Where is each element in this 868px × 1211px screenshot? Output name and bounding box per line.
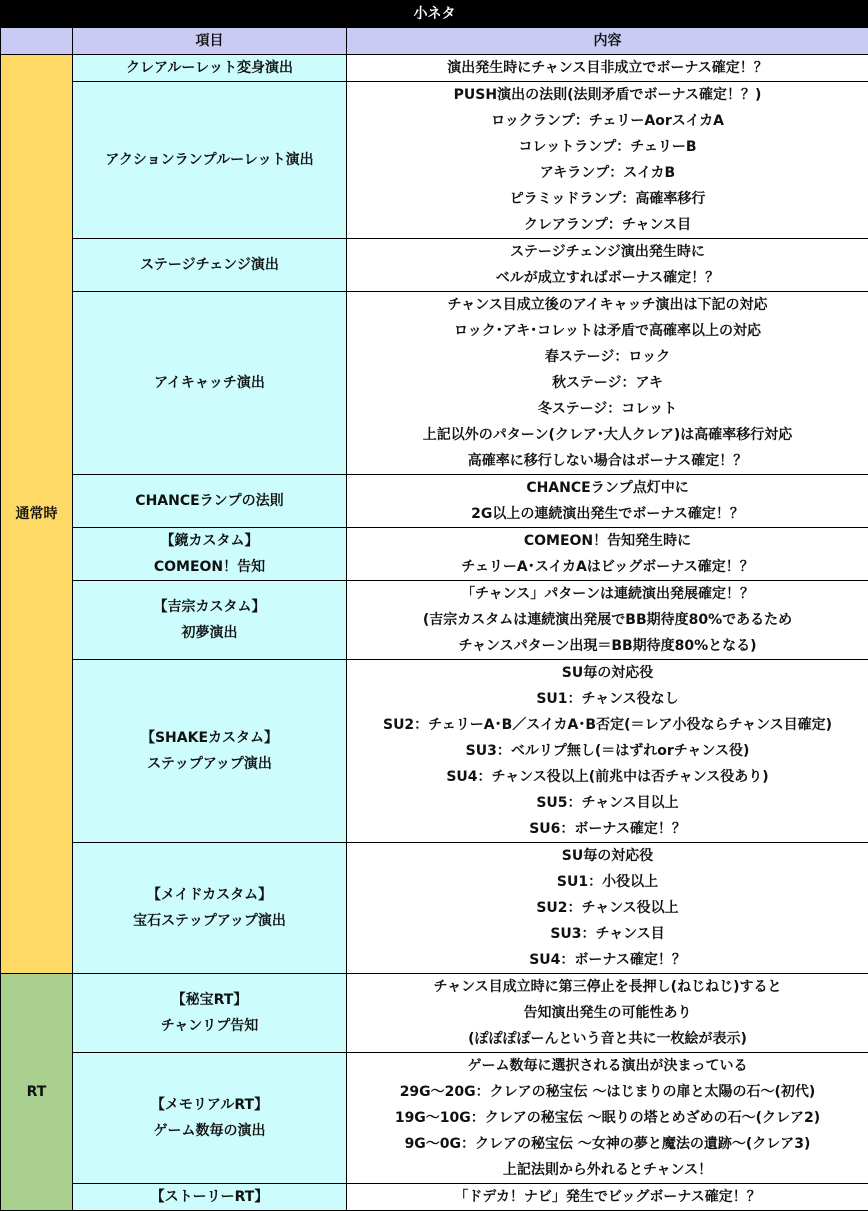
item-line: ステージチェンジ演出 xyxy=(73,252,346,278)
table-row xyxy=(1,292,868,475)
content-cell xyxy=(347,475,868,528)
content-line: SU毎の対応役 xyxy=(347,660,868,686)
content-line: クレアランプ：チャンス目 xyxy=(347,212,868,238)
content-line: 2G以上の連続演出発生でボーナス確定！？ xyxy=(347,501,868,527)
content-line: PUSH演出の法則(法則矛盾でボーナス確定！？) xyxy=(347,82,868,108)
item-cell xyxy=(73,82,347,239)
item-line: 【SHAKEカスタム】 xyxy=(73,725,346,751)
table-row xyxy=(1,974,868,1053)
content-cell xyxy=(347,55,868,82)
item-line: 【鏡カスタム】 xyxy=(73,528,346,554)
content-line: アキランプ：スイカB xyxy=(347,160,868,186)
content-line: 19G～10G：クレアの秘宝伝 ～眠りの塔とめざめの石～(クレア2) xyxy=(347,1105,868,1131)
content-cell xyxy=(347,843,868,974)
content-line: 冬ステージ：コレット xyxy=(347,396,868,422)
content-line: SU1：小役以上 xyxy=(347,869,868,895)
item-line: COMEON！告知 xyxy=(73,554,346,580)
content-line: ロックランプ：チェリーAorスイカA xyxy=(347,108,868,134)
table-row xyxy=(1,660,868,843)
content-line: チャンスパターン出現＝BB期待度80%となる) xyxy=(347,633,868,659)
header-category xyxy=(1,28,73,55)
item-cell xyxy=(73,55,347,82)
content-line: SU4：チャンス役以上(前兆中は否チャンス役あり) xyxy=(347,764,868,790)
content-line: ゲーム数毎に選択される演出が決まっている xyxy=(347,1053,868,1079)
content-line: チェリーA･スイカAはビッグボーナス確定！？ xyxy=(347,554,868,580)
header-content: 内容 xyxy=(347,28,868,55)
item-line: ステップアップ演出 xyxy=(73,751,346,777)
item-line: 【メモリアルRT】 xyxy=(73,1092,346,1118)
content-cell xyxy=(347,581,868,660)
content-line: SU2：チェリーA･B／スイカA･B否定(＝レア小役ならチャンス目確定) xyxy=(347,712,868,738)
content-cell xyxy=(347,660,868,843)
content-line: 高確率に移行しない場合はボーナス確定！？ xyxy=(347,448,868,474)
content-cell xyxy=(347,1053,868,1184)
item-line: 初夢演出 xyxy=(73,620,346,646)
item-cell xyxy=(73,660,347,843)
content-line: ベルが成立すればボーナス確定！？ xyxy=(347,265,868,291)
item-line: CHANCEランプの法則 xyxy=(73,488,346,514)
content-line: コレットランプ：チェリーB xyxy=(347,134,868,160)
content-line: SU1：チャンス役なし xyxy=(347,686,868,712)
item-line: ゲーム数毎の演出 xyxy=(73,1118,346,1144)
content-line: SU5：チャンス目以上 xyxy=(347,790,868,816)
table-row xyxy=(1,843,868,974)
table-row xyxy=(1,475,868,528)
content-line: チャンス目成立後のアイキャッチ演出は下記の対応 xyxy=(347,292,868,318)
content-cell xyxy=(347,82,868,239)
tips-table-body xyxy=(1,1,868,1211)
content-line: ピラミッドランプ：高確率移行 xyxy=(347,186,868,212)
content-line: SU毎の対応役 xyxy=(347,843,868,869)
table-row xyxy=(1,581,868,660)
content-line: 上記法則から外れるとチャンス！ xyxy=(347,1157,868,1183)
content-line: SU3：ベルリプ無し(＝はずれorチャンス役) xyxy=(347,738,868,764)
content-line: ステージチェンジ演出発生時に xyxy=(347,239,868,265)
content-line: SU6：ボーナス確定！？ xyxy=(347,816,868,842)
content-line: 上記以外のパターン(クレア･大人クレア)は高確率移行対応 xyxy=(347,422,868,448)
table-row xyxy=(1,1053,868,1184)
content-cell xyxy=(347,1184,868,1211)
table-row xyxy=(1,1184,868,1211)
table-row xyxy=(1,239,868,292)
content-line: SU4：ボーナス確定！？ xyxy=(347,947,868,973)
item-line: 【秘宝RT】 xyxy=(73,987,346,1013)
content-line: 秋ステージ：アキ xyxy=(347,370,868,396)
content-line: 告知演出発生の可能性あり xyxy=(347,1000,868,1026)
item-cell xyxy=(73,843,347,974)
content-line: SU2：チャンス役以上 xyxy=(347,895,868,921)
item-cell xyxy=(73,1184,347,1211)
content-line: (ぽぽぽぽーんという音と共に一枚絵が表示) xyxy=(347,1026,868,1052)
content-line: 9G～0G：クレアの秘宝伝 ～女神の夢と魔法の遺跡～(クレア3) xyxy=(347,1131,868,1157)
item-cell xyxy=(73,1053,347,1184)
table-title: 小ネタ xyxy=(1,1,868,28)
item-line: アクションランプルーレット演出 xyxy=(73,147,346,173)
content-line: COMEON！告知発生時に xyxy=(347,528,868,554)
item-cell xyxy=(73,974,347,1053)
content-line: (吉宗カスタムは連続演出発展でBB期待度80%であるため xyxy=(347,607,868,633)
table-row xyxy=(1,528,868,581)
item-line: アイキャッチ演出 xyxy=(73,370,346,396)
item-line: クレアルーレット変身演出 xyxy=(73,55,346,81)
content-line: SU3：チャンス目 xyxy=(347,921,868,947)
content-line: CHANCEランプ点灯中に xyxy=(347,475,868,501)
item-line: 【メイドカスタム】 xyxy=(73,882,346,908)
item-line: 宝石ステップアップ演出 xyxy=(73,908,346,934)
item-line: チャンリプ告知 xyxy=(73,1013,346,1039)
header-item: 項目 xyxy=(73,28,347,55)
content-line: 「チャンス」パターンは連続演出発展確定！？ xyxy=(347,581,868,607)
item-line: 【ストーリーRT】 xyxy=(73,1184,346,1210)
category-cell: 通常時 xyxy=(1,55,73,974)
content-cell xyxy=(347,974,868,1053)
content-line: 「ドデカ！ナビ」発生でビッグボーナス確定！？ xyxy=(347,1184,868,1210)
item-cell xyxy=(73,292,347,475)
content-line: ロック･アキ･コレットは矛盾で高確率以上の対応 xyxy=(347,318,868,344)
item-cell xyxy=(73,581,347,660)
content-line: 春ステージ：ロック xyxy=(347,344,868,370)
content-cell xyxy=(347,528,868,581)
content-line: 29G～20G：クレアの秘宝伝 ～はじまりの扉と太陽の石～(初代) xyxy=(347,1079,868,1105)
content-line: 演出発生時にチャンス目非成立でボーナス確定！？ xyxy=(347,55,868,81)
item-cell xyxy=(73,239,347,292)
content-line: チャンス目成立時に第三停止を長押し(ねじねじ)すると xyxy=(347,974,868,1000)
table-row xyxy=(1,82,868,239)
content-cell xyxy=(347,239,868,292)
item-cell xyxy=(73,475,347,528)
content-cell xyxy=(347,292,868,475)
item-cell xyxy=(73,528,347,581)
table-row xyxy=(1,55,868,82)
category-cell: RT xyxy=(1,974,73,1211)
item-line: 【吉宗カスタム】 xyxy=(73,594,346,620)
